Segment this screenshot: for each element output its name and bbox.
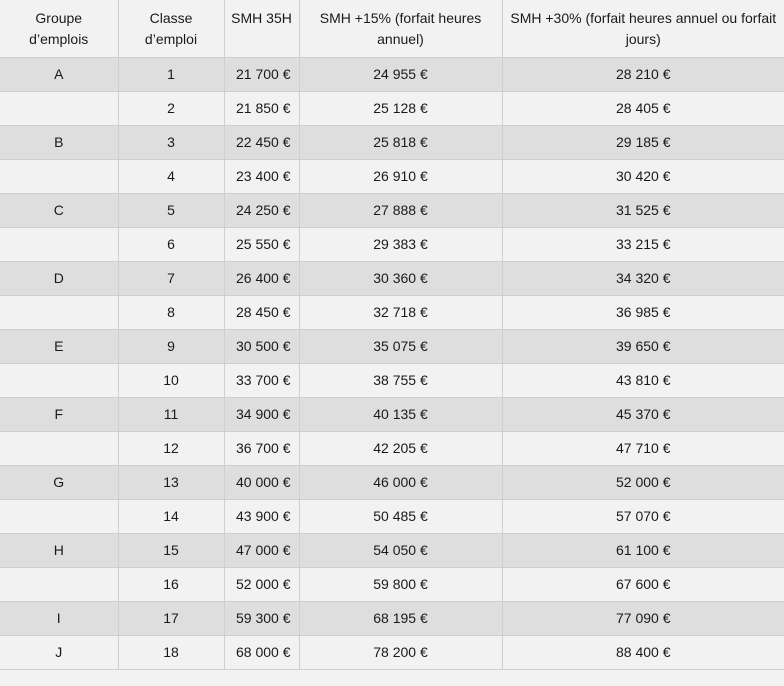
cell-classe: 17 (118, 601, 224, 635)
cell-smh-35h: 21 700 € (224, 57, 299, 91)
cell-smh-35h: 47 000 € (224, 533, 299, 567)
cell-groupe: J (0, 635, 118, 669)
cell-smh-35h: 34 900 € (224, 397, 299, 431)
header-smh-35h: SMH 35H (224, 0, 299, 57)
cell-classe: 15 (118, 533, 224, 567)
cell-smh-35h: 59 300 € (224, 601, 299, 635)
cell-groupe: A (0, 57, 118, 91)
cell-smh-15: 78 200 € (299, 635, 502, 669)
cell-smh-35h: 52 000 € (224, 567, 299, 601)
table-row (0, 431, 784, 465)
cell-groupe: B (0, 125, 118, 159)
cell-classe: 12 (118, 431, 224, 465)
cell-classe: 6 (118, 227, 224, 261)
cell-smh-30: 29 185 € (502, 125, 784, 159)
table-row (0, 159, 784, 193)
cell-smh-15: 26 910 € (299, 159, 502, 193)
header-smh-30: SMH +30% (forfait heures annuel ou forfait jours) (502, 0, 784, 57)
cell-smh-15: 27 888 € (299, 193, 502, 227)
cell-classe: 11 (118, 397, 224, 431)
cell-smh-15: 35 075 € (299, 329, 502, 363)
cell-smh-30: 36 985 € (502, 295, 784, 329)
cell-smh-35h: 24 250 € (224, 193, 299, 227)
cell-smh-15: 68 195 € (299, 601, 502, 635)
cell-smh-15: 59 800 € (299, 567, 502, 601)
table-row (0, 295, 784, 329)
cell-smh-30: 30 420 € (502, 159, 784, 193)
cell-groupe (0, 431, 118, 465)
cell-smh-30: 31 525 € (502, 193, 784, 227)
table-row (0, 397, 784, 431)
cell-smh-15: 54 050 € (299, 533, 502, 567)
cell-groupe: H (0, 533, 118, 567)
header-classe: Classe d’emploi (118, 0, 224, 57)
cell-groupe: F (0, 397, 118, 431)
cell-smh-35h: 33 700 € (224, 363, 299, 397)
cell-groupe: E (0, 329, 118, 363)
cell-smh-15: 40 135 € (299, 397, 502, 431)
cell-smh-15: 29 383 € (299, 227, 502, 261)
cell-classe: 2 (118, 91, 224, 125)
table-row (0, 125, 784, 159)
cell-smh-15: 24 955 € (299, 57, 502, 91)
header-groupe: Groupe d’emplois (0, 0, 118, 57)
cell-groupe (0, 91, 118, 125)
cell-classe: 14 (118, 499, 224, 533)
cell-smh-30: 33 215 € (502, 227, 784, 261)
cell-smh-30: 61 100 € (502, 533, 784, 567)
cell-smh-15: 38 755 € (299, 363, 502, 397)
cell-groupe (0, 363, 118, 397)
cell-smh-15: 50 485 € (299, 499, 502, 533)
cell-classe: 4 (118, 159, 224, 193)
header-row (0, 0, 784, 57)
cell-classe: 13 (118, 465, 224, 499)
table-row (0, 57, 784, 91)
cell-smh-30: 88 400 € (502, 635, 784, 669)
table-row (0, 533, 784, 567)
cell-smh-35h: 40 000 € (224, 465, 299, 499)
table-row (0, 329, 784, 363)
cell-classe: 18 (118, 635, 224, 669)
cell-smh-15: 42 205 € (299, 431, 502, 465)
cell-classe: 10 (118, 363, 224, 397)
cell-classe: 16 (118, 567, 224, 601)
cell-smh-30: 28 210 € (502, 57, 784, 91)
cell-classe: 5 (118, 193, 224, 227)
cell-smh-35h: 30 500 € (224, 329, 299, 363)
cell-smh-35h: 36 700 € (224, 431, 299, 465)
table-row (0, 499, 784, 533)
table-row (0, 635, 784, 669)
cell-smh-30: 47 710 € (502, 431, 784, 465)
cell-groupe (0, 567, 118, 601)
cell-groupe (0, 295, 118, 329)
cell-smh-35h: 21 850 € (224, 91, 299, 125)
cell-groupe: D (0, 261, 118, 295)
cell-smh-15: 30 360 € (299, 261, 502, 295)
cell-groupe (0, 499, 118, 533)
cell-smh-15: 25 128 € (299, 91, 502, 125)
cell-smh-35h: 68 000 € (224, 635, 299, 669)
cell-groupe: I (0, 601, 118, 635)
table-row (0, 363, 784, 397)
cell-smh-30: 39 650 € (502, 329, 784, 363)
table-row (0, 567, 784, 601)
cell-classe: 1 (118, 57, 224, 91)
cell-classe: 3 (118, 125, 224, 159)
table-row (0, 261, 784, 295)
cell-groupe: C (0, 193, 118, 227)
cell-classe: 8 (118, 295, 224, 329)
cell-smh-15: 25 818 € (299, 125, 502, 159)
cell-smh-15: 32 718 € (299, 295, 502, 329)
cell-smh-15: 46 000 € (299, 465, 502, 499)
table-row (0, 227, 784, 261)
cell-smh-35h: 22 450 € (224, 125, 299, 159)
cell-groupe: G (0, 465, 118, 499)
cell-classe: 9 (118, 329, 224, 363)
table-row (0, 193, 784, 227)
table-row (0, 601, 784, 635)
cell-smh-30: 52 000 € (502, 465, 784, 499)
cell-smh-30: 43 810 € (502, 363, 784, 397)
cell-smh-30: 34 320 € (502, 261, 784, 295)
cell-smh-35h: 26 400 € (224, 261, 299, 295)
cell-smh-30: 67 600 € (502, 567, 784, 601)
cell-groupe (0, 227, 118, 261)
header-smh-15: SMH +15% (forfait heures annuel) (299, 0, 502, 57)
table-row (0, 91, 784, 125)
cell-groupe (0, 159, 118, 193)
cell-smh-35h: 23 400 € (224, 159, 299, 193)
cell-smh-30: 28 405 € (502, 91, 784, 125)
cell-smh-30: 77 090 € (502, 601, 784, 635)
table-row (0, 465, 784, 499)
cell-smh-35h: 28 450 € (224, 295, 299, 329)
cell-smh-30: 57 070 € (502, 499, 784, 533)
cell-smh-30: 45 370 € (502, 397, 784, 431)
cell-smh-35h: 43 900 € (224, 499, 299, 533)
cell-classe: 7 (118, 261, 224, 295)
cell-smh-35h: 25 550 € (224, 227, 299, 261)
